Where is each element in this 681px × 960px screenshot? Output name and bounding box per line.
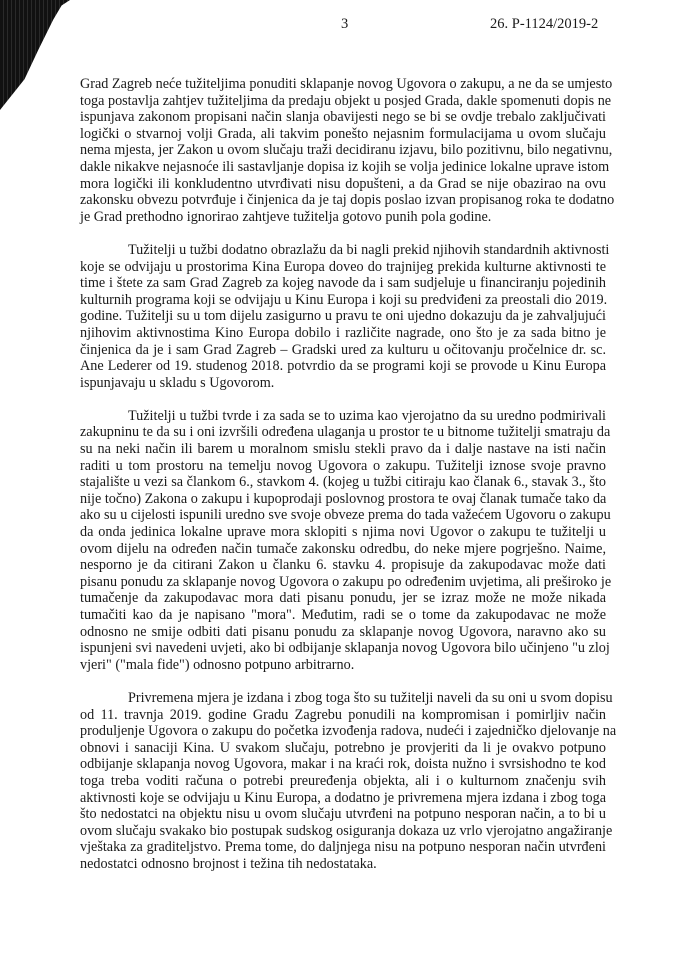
text-line: nesporno je da citirani Zakon u članku 6. stavku 4. propisuje da zakupodavac može dati	[80, 557, 606, 574]
text-line: Ane Lederer od 19. studenog 2018. potvrdio da se programi koji se provode u Kinu Europa	[80, 358, 606, 375]
text-line: raditi u tom prostoru na temelju novog Ugovora o zakupu. Tužitelji iznose svoje pravno	[80, 457, 606, 474]
text-line: ispunjavaju u skladu s Ugovorom.	[80, 374, 275, 391]
text-line: Privremena mjera je izdana i zbog toga što su tužitelji naveli da su oni u svom dopisu	[128, 689, 613, 706]
text-line: obnovi i sanaciji Kina. U svakom slučaju, potrebno je provjeriti da li je ovakvo potpuno	[80, 739, 606, 756]
text-line: mora logički ili konkludentno utvrđivati nisu dopušteni, a da Grad se nije obazirao na ovu	[80, 175, 606, 192]
text-line: da onda jedinica lokalne uprave mora sklopiti s njima novi Ugovor o zakupu te tužitelji u	[80, 524, 606, 541]
text-line: su na neki način ili barem u moralnom smislu stekli pravo da i dalje nastave na isti način	[80, 441, 606, 458]
text-line: toga postavlja zahtjev tužiteljima da predaju objekt u posjed Grada, dakle spomenuti dopis ne	[80, 92, 612, 109]
text-line: dakle nikakve nejasnoće ili sastavljanje dopisa iz kojih se volja jedinice lokalne uprave istom	[80, 158, 610, 175]
text-line: tumačiti kao da je napisano "mora". Međutim, radi se o tome da zakupodavac ne može	[80, 607, 606, 623]
text-line: zakonsku obvezu potvrđuje i činjenica da je taj dopis poslao izvan propisanog roka te dodatno	[80, 192, 615, 209]
text-line: Tužitelji u tužbi dodatno obrazlažu da bi nagli prekid njihovih standardnih aktivnosti	[128, 241, 610, 258]
text-line: odbijanje sklapanja novog Ugovora, makar i na kraći rok, doista nužno i svrsishodno te kod	[80, 756, 606, 773]
text-line: zakupninu te da su i oni izvršili određena ulaganja u prostor te u bitnome tužitelji smatraju da	[80, 424, 611, 441]
text-line: pisanu ponudu za sklapanje novog Ugovora o zakupu po određenim uvjetima, ali preširoko je	[80, 573, 612, 590]
paragraph-3	[80, 407, 612, 674]
text-line: vjeri" ("mala fide") odnosno potpuno arbitrarno.	[80, 656, 355, 673]
text-line: stajalište u vezi sa člankom 6., stavkom 4. (kojeg u tužbi citiraju kao članak 6., stavak 3., što	[80, 474, 606, 491]
text-line: nije točno) Zakona o zakupu i kupoprodaji poslovnog prostora te ovaj članak tumače tako da	[80, 490, 607, 507]
paragraph-1	[80, 76, 615, 225]
text-line: nema mjesta, jer Zakon u ovom slučaju traži decidiranu izjavu, bilo pozitivnu, bilo negativnu,	[80, 142, 613, 159]
text-line: kulturnih programa koji se odvijaju u Kinu Europa i koji su predviđeni za preostali dio 2019.	[80, 291, 608, 308]
text-line: godine. Tužitelji su u tom dijelu zasigurno u pravu te oni ujedno dokazuju da je zahvaljujući	[80, 308, 606, 325]
text-line: ako su u cijelosti ispunili uredno sve svoje obveze prema do tada važećem Ugovoru o zakupu	[80, 507, 611, 524]
page-number: 3	[341, 16, 349, 32]
text-line: vještaka za graditeljstvo. Prema tome, do daljnjega nisu na potpuno nesporan način utvrđeni	[80, 839, 606, 856]
text-line: Tužitelji u tužbi tvrde i za sada se to uzima kao vjerojatno da su uredno podmirivali	[128, 407, 606, 424]
text-line: ispunjava zakonom propisani način slanja obavijesti nego se bi se ovdje trebalo zaključivati	[80, 109, 606, 126]
text-line: njihovim aktivnostima Kino Europa dobilo i različite nagrade, ono što je za sada bitno je	[80, 324, 606, 341]
text-line: koje se odvijaju u prostorima Kina Europa doveo do trajnijeg prekida kulturne aktivnosti te	[80, 258, 606, 275]
paragraph-4	[80, 689, 617, 873]
text-line: aktivnosti koje se odvijaju u Kinu Europa, a dodatno je privremena mjera izdana i zbog toga	[80, 789, 606, 806]
text-line: nedostatci odnosno brojnost i težina tih nedostataka.	[80, 855, 377, 872]
text-line: od 11. travnja 2019. godine Gradu Zagrebu ponudili na kompromisan i pomirljiv način	[80, 706, 606, 723]
text-line: ovom dijelu na određen način tumače zakonsku odredbu, do neke mjere pogrješno. Naime,	[80, 540, 606, 557]
text-line: time i štete za sam Grad Zagreb za kojeg navode da i sam sudjeluje u financiranju pojedinih	[80, 275, 606, 292]
text-line: Grad Zagreb neće tužiteljima ponuditi sklapanje novog Ugovora o zakupu, a ne da se umjesto	[80, 76, 613, 92]
page-header	[0, 16, 681, 36]
text-line: odnosno ne smije odbiti dati pisanu ponudu za sklapanje novog Ugovora, naravno ako su	[80, 623, 606, 640]
text-line: ovom slučaju svakako bio postupak sudskog osiguranja dokaza uz vrlo vjerojatno angažiranje	[80, 822, 613, 839]
case-number: 26. P-1124/2019-2	[490, 16, 599, 32]
text-line: je Grad prethodno ignorirao zahtjeve tužitelja gotovo punih pola godine.	[80, 208, 492, 225]
text-line: činjenica da je i sam Grad Zagreb – Gradski ured za kulturu u očitovanju pročelnice dr. sc.	[80, 341, 606, 358]
text-line: produljenje Ugovora o zakupu do početka izvođenja radova, nudeći i zajedničko djelovanje na	[80, 723, 617, 740]
text-line: ispunjeni svi navedeni uvjeti, ako bi odbijanje sklapanja novog Ugovora bilo učinjeno "u zloj	[80, 640, 610, 657]
text-line: logički o stvarnoj volji Grada, ali takvim ponešto nejasnim formulacijama u ovom slučaju	[80, 125, 606, 142]
text-line: što nedostatci na objektu nisu u ovom slučaju utvrđeni na potpuno nesporan način, a to bi u	[80, 806, 606, 823]
document-body	[80, 76, 617, 873]
paragraph-2	[80, 241, 610, 391]
text-line: tumačenje da zakupodavac mora dati pisanu ponudu, jer se izraz može ne može nikada	[80, 590, 606, 607]
text-line: toga treba voditi računa o potrebi preuređenja objekta, ali i o kulturnom značenju svih	[80, 772, 606, 789]
